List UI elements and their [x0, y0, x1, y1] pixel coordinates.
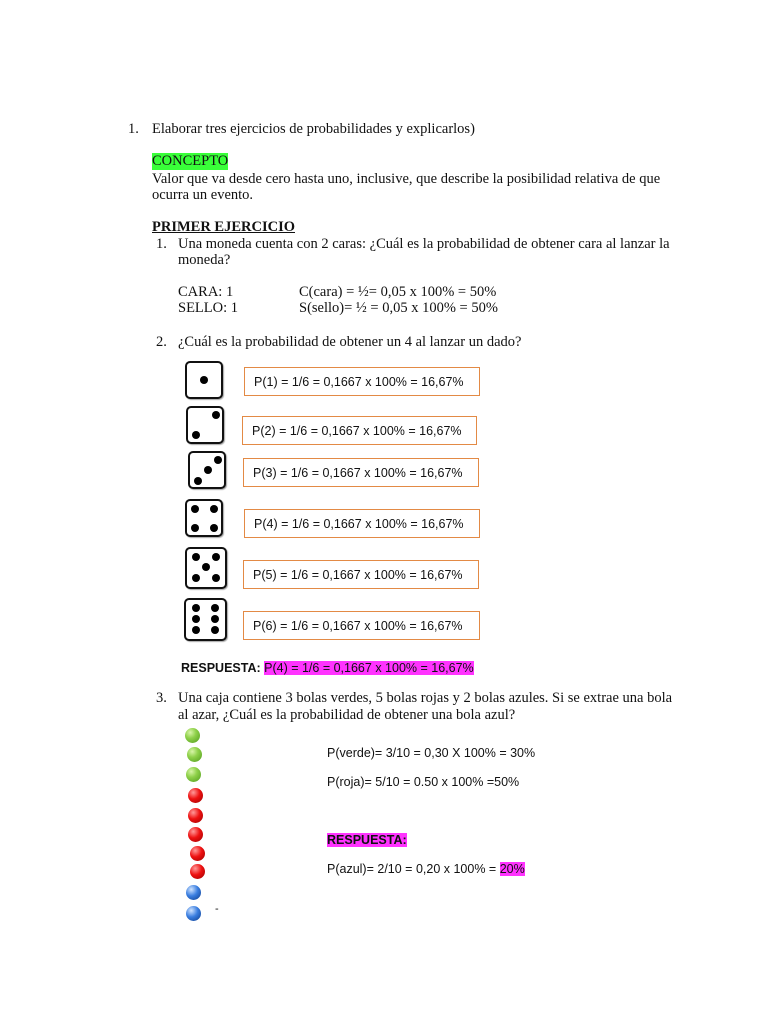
q2-number: 2. — [156, 334, 167, 350]
die-face-5 — [185, 547, 227, 589]
q3-number: 3. — [156, 690, 167, 706]
prob-box-5: P(5) = 1/6 = 0,1667 x 100% = 16,67% — [243, 560, 479, 589]
die-face-6 — [184, 598, 227, 641]
die-pip — [211, 604, 219, 612]
prob-box-2: P(2) = 1/6 = 0,1667 x 100% = 16,67% — [242, 416, 477, 445]
die-pip — [210, 524, 218, 532]
die-pip — [194, 477, 202, 485]
die-pip — [211, 615, 219, 623]
die-face-1 — [185, 361, 223, 399]
die-face-3 — [188, 451, 226, 489]
cara-formula: C(cara) = ½= 0,05 x 100% = 50% — [299, 284, 497, 300]
sello-formula: S(sello)= ½ = 0,05 x 100% = 50% — [299, 300, 498, 316]
red-ball — [188, 788, 203, 803]
die-pip — [192, 626, 200, 634]
die-pip — [192, 604, 200, 612]
primer-ejercicio-heading: PRIMER EJERCICIO — [152, 219, 295, 235]
red-ball — [188, 827, 203, 842]
q2-answer-label: RESPUESTA: — [181, 661, 261, 675]
die-pip — [212, 574, 220, 582]
red-ball — [188, 808, 203, 823]
prob-box-4: P(4) = 1/6 = 0,1667 x 100% = 16,67% — [244, 509, 480, 538]
trailing-dash: - — [215, 903, 219, 915]
q1-number: 1. — [156, 236, 167, 252]
die-pip — [211, 626, 219, 634]
q1-line-1: Una moneda cuenta con 2 caras: ¿Cuál es la probabilidad de obtener cara al lanzar la — [178, 236, 670, 252]
green-ball — [186, 767, 201, 782]
die-pip — [192, 574, 200, 582]
die-pip — [192, 431, 200, 439]
p-roja: P(roja)= 5/10 = 0.50 x 100% =50% — [327, 775, 520, 789]
die-face-4 — [185, 499, 223, 537]
cara-label: CARA: 1 — [178, 284, 234, 300]
blue-ball — [186, 885, 201, 900]
die-pip — [204, 466, 212, 474]
q2-answer — [181, 661, 474, 675]
die-pip — [214, 456, 222, 464]
concepto-heading: CONCEPTO — [152, 153, 229, 169]
sello-label: SELLO: 1 — [178, 300, 239, 316]
p-azul-formula: P(azul)= 2/10 = 0,20 x 100% = — [327, 862, 500, 876]
blue-ball — [186, 906, 201, 921]
green-ball — [187, 747, 202, 762]
die-pip — [192, 553, 200, 561]
die-pip — [212, 411, 220, 419]
q2-text: ¿Cuál es la probabilidad de obtener un 4 al lanzar un dado? — [178, 334, 522, 350]
die-pip — [212, 553, 220, 561]
red-ball — [190, 864, 205, 879]
prob-box-1: P(1) = 1/6 = 0,1667 x 100% = 16,67% — [244, 367, 480, 396]
p-azul — [327, 862, 525, 876]
die-pip — [200, 376, 208, 384]
die-pip — [210, 505, 218, 513]
q3-answer-label: RESPUESTA: — [327, 833, 407, 847]
die-face-2 — [186, 406, 224, 444]
concepto-line-2: ocurra un evento. — [152, 187, 254, 203]
concepto-line-1: Valor que va desde cero hasta uno, inclusive, que describe la posibilidad relativa de que — [152, 171, 661, 187]
prob-box-6: P(6) = 1/6 = 0,1667 x 100% = 16,67% — [243, 611, 480, 640]
item-number: 1. — [128, 121, 139, 137]
q1-line-2: moneda? — [178, 252, 231, 268]
q3-line-1: Una caja contiene 3 bolas verdes, 5 bolas rojas y 2 bolas azules. Si se extrae una bola — [178, 690, 673, 706]
q2-answer-value: P(4) = 1/6 = 0,1667 x 100% = 16,67% — [264, 661, 474, 675]
die-pip — [191, 524, 199, 532]
q3-line-2: al azar, ¿Cuál es la probabilidad de obtener una bola azul? — [178, 707, 516, 723]
die-pip — [191, 505, 199, 513]
green-ball — [185, 728, 200, 743]
item-title: Elaborar tres ejercicios de probabilidades y explicarlos) — [152, 121, 475, 137]
die-pip — [202, 563, 210, 571]
p-verde: P(verde)= 3/10 = 0,30 X 100% = 30% — [327, 746, 536, 760]
p-azul-result: 20% — [499, 862, 525, 876]
prob-box-3: P(3) = 1/6 = 0,1667 x 100% = 16,67% — [243, 458, 479, 487]
red-ball — [190, 846, 205, 861]
die-pip — [192, 615, 200, 623]
